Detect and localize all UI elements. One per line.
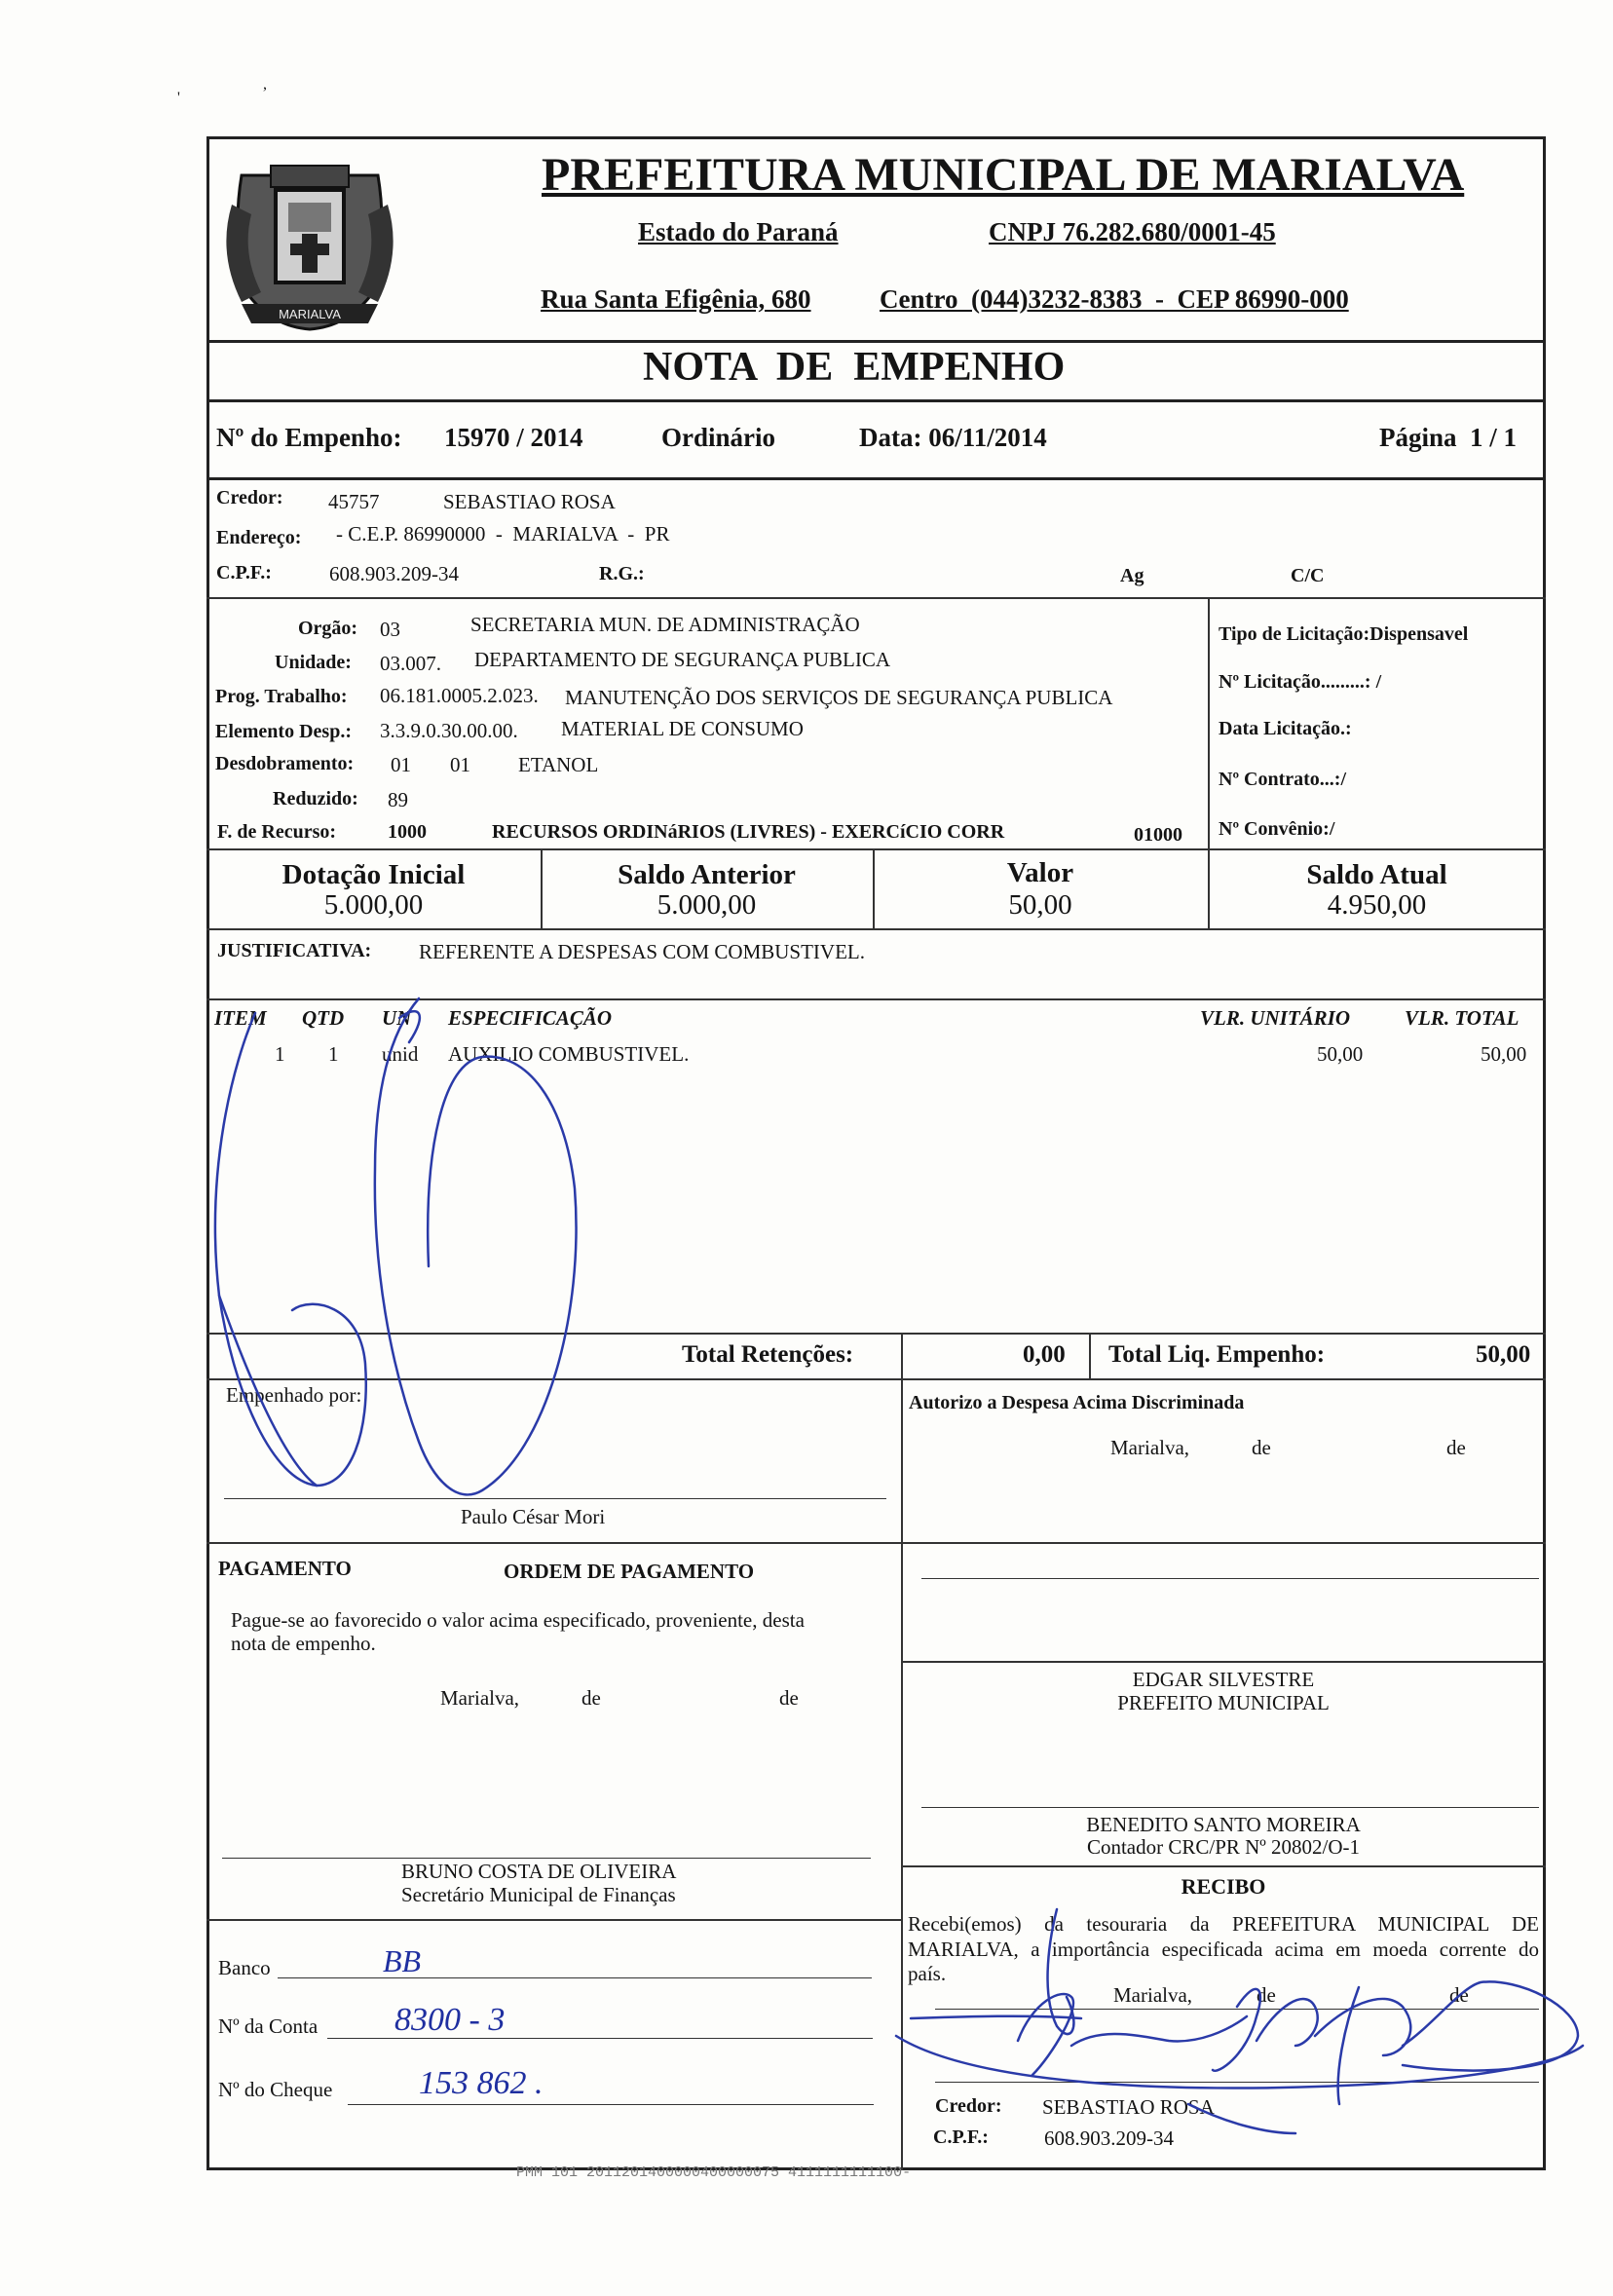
col-especificacao: ESPECIFICAÇÃO	[448, 1006, 613, 1030]
secretario-name: BRUNO COSTA DE OLIVEIRA	[401, 1860, 677, 1883]
desdobramento-a: 01	[391, 753, 411, 776]
desdobramento: ETANOL	[518, 753, 599, 776]
unidade-label: Unidade:	[275, 652, 352, 673]
elemento: MATERIAL DE CONSUMO	[561, 717, 804, 740]
empenho-date: Data: 06/11/2014	[859, 423, 1047, 452]
recibo-cpf: 608.903.209-34	[1044, 2127, 1174, 2150]
reduzido-label: Reduzido:	[273, 788, 358, 809]
tipo-licitacao: Tipo de Licitação:Dispensavel	[1219, 623, 1469, 645]
retencoes-label: Total Retenções:	[682, 1341, 854, 1368]
prog-label: Prog. Trabalho:	[215, 686, 348, 707]
dotacao-label: Dotação Inicial	[281, 859, 466, 890]
svg-text:MARIALVA: MARIALVA	[279, 307, 341, 321]
empenho-type: Ordinário	[661, 423, 776, 452]
desdobramento-b: 01	[450, 753, 470, 776]
recibo-de1: de	[1257, 1983, 1276, 2007]
autorizo-label: Autorizo a Despesa Acima Discriminada	[909, 1392, 1245, 1413]
recibo-cpf-label: C.P.F.:	[933, 2127, 989, 2148]
valor-label: Valor	[1006, 857, 1074, 888]
scan-mark: '	[177, 90, 180, 106]
num-convenio: Nº Convênio:/	[1219, 818, 1335, 840]
empenho-number-label: Nº do Empenho:	[216, 423, 402, 452]
pagamento-de1: de	[581, 1686, 601, 1710]
num-licitacao: Nº Licitação.........: /	[1219, 671, 1382, 693]
reduzido: 89	[388, 788, 408, 811]
orgao-label: Orgão:	[298, 618, 358, 639]
dotacao-value: 5.000,00	[323, 889, 424, 921]
total-liq-label: Total Liq. Empenho:	[1108, 1341, 1326, 1368]
elemento-label: Elemento Desp.:	[215, 721, 352, 742]
fonte-code: 1000	[388, 821, 427, 843]
recibo-title: RECIBO	[1181, 1874, 1266, 1899]
secretario-title: Secretário Municipal de Finanças	[401, 1883, 676, 1906]
orgao-code: 03	[380, 618, 400, 641]
saldo-anterior-label: Saldo Anterior	[618, 859, 796, 890]
pagamento-label: PAGAMENTO	[218, 1557, 352, 1580]
fonte-code2: 01000	[1134, 824, 1182, 846]
num-contrato: Nº Contrato...:/	[1219, 769, 1347, 790]
autorizo-de1: de	[1252, 1436, 1271, 1459]
state-name: Estado do Paraná	[638, 217, 839, 246]
item-total: 50,00	[1481, 1042, 1527, 1066]
endereco: - C.E.P. 86990000 - MARIALVA - PR	[336, 522, 670, 546]
col-item: ITEM	[214, 1006, 267, 1030]
cpf-label: C.P.F.:	[216, 562, 272, 583]
endereco-label: Endereço:	[216, 527, 302, 548]
data-licitacao: Data Licitação.:	[1219, 718, 1352, 739]
credor-name: SEBASTIAO ROSA	[443, 490, 616, 513]
conta-value: 8300 - 3	[394, 2002, 506, 2038]
retencoes-value: 0,00	[1023, 1341, 1066, 1368]
total-liq-value: 50,00	[1476, 1341, 1531, 1368]
saldo-atual-label: Saldo Atual	[1306, 859, 1447, 890]
unidade: DEPARTAMENTO DE SEGURANÇA PUBLICA	[474, 648, 891, 671]
item-especificacao: AUXILIO COMBUSTIVEL.	[448, 1042, 690, 1066]
saldo-atual-value: 4.950,00	[1327, 889, 1427, 921]
orgao: SECRETARIA MUN. DE ADMINISTRAÇÃO	[470, 613, 860, 636]
item-un: unid	[382, 1042, 419, 1066]
recibo-line-1: Recebi(emos) da tesouraria da PREFEITURA MUNICIPAL DE	[908, 1912, 1539, 1936]
autorizo-place: Marialva,	[1110, 1436, 1190, 1459]
doc-title: NOTA DE EMPENHO	[643, 345, 1066, 390]
elemento-code: 3.3.9.0.30.00.00.	[380, 719, 518, 742]
cpf: 608.903.209-34	[329, 562, 459, 585]
contador-name: BENEDITO SANTO MOREIRA	[1086, 1813, 1361, 1836]
address: Rua Santa Efigênia, 680	[541, 284, 811, 314]
valor-value: 50,00	[1008, 889, 1072, 921]
recibo-line-3: país.	[908, 1962, 947, 1985]
col-unitario: VLR. UNITÁRIO	[1200, 1006, 1351, 1030]
prog: MANUTENÇÃO DOS SERVIÇOS DE SEGURANÇA PUBLICA	[565, 686, 1113, 709]
banco-label: Banco	[218, 1956, 271, 1979]
prefeito-name: EDGAR SILVESTRE	[1132, 1668, 1315, 1691]
contact-info: Centro (044)3232-8383 - CEP 86990-000	[880, 284, 1349, 314]
desdobramento-label: Desdobramento:	[215, 753, 355, 774]
empenhado-label: Empenhado por:	[226, 1383, 362, 1407]
conta-label: Nº da Conta	[218, 2014, 319, 2038]
org-title: PREFEITURA MUNICIPAL DE MARIALVA	[542, 149, 1465, 201]
contador-title: Contador CRC/PR Nº 20802/O-1	[1086, 1835, 1361, 1859]
cheque-label: Nº do Cheque	[218, 2078, 333, 2101]
col-un: UN	[382, 1006, 412, 1030]
recibo-de2: de	[1449, 1983, 1469, 2007]
prefeito-title: PREFEITO MUNICIPAL	[1117, 1691, 1330, 1714]
cheque-value: 153 862 .	[419, 2065, 544, 2101]
item-unitario: 50,00	[1317, 1042, 1364, 1066]
empenhado-name: Paulo César Mori	[461, 1505, 606, 1528]
rg-label: R.G.:	[599, 563, 645, 584]
prog-code: 06.181.0005.2.023.	[380, 684, 539, 707]
cc-label: C/C	[1291, 565, 1325, 586]
justificativa-text: REFERENTE A DESPESAS COM COMBUSTIVEL.	[419, 940, 865, 963]
col-total: VLR. TOTAL	[1405, 1006, 1519, 1030]
ordem-pagamento: ORDEM DE PAGAMENTO	[504, 1560, 755, 1583]
recibo-place: Marialva,	[1113, 1983, 1193, 2007]
pagamento-text-2: nota de empenho.	[231, 1632, 376, 1655]
unidade-code: 03.007.	[380, 652, 441, 675]
ag-label: Ag	[1120, 565, 1144, 586]
municipal-seal	[212, 146, 407, 341]
pagamento-place: Marialva,	[440, 1686, 520, 1710]
col-qtd: QTD	[302, 1006, 345, 1030]
recibo-line-2: MARIALVA, a importância especificada acima em moeda corrente do	[908, 1938, 1539, 1961]
empenho-number: 15970 / 2014	[444, 423, 583, 452]
recibo-credor: SEBASTIAO ROSA	[1042, 2095, 1215, 2119]
credor-code: 45757	[328, 490, 380, 513]
fonte-label: F. de Recurso:	[217, 821, 337, 843]
fonte: RECURSOS ORDINáRIOS (LIVRES) - EXERCíCIO CORR	[492, 821, 1005, 843]
scan-mark: ,	[263, 76, 267, 93]
pagamento-text-1: Pague-se ao favorecido o valor acima especificado, proveniente, desta	[231, 1608, 805, 1632]
justificativa-label: JUSTIFICATIVA:	[217, 940, 372, 961]
credor-label: Credor:	[216, 487, 283, 508]
pagamento-de2: de	[779, 1686, 799, 1710]
footer-stamp: PMM 101 2011201400000400000075 4111111111100-	[516, 2164, 912, 2181]
autorizo-de2: de	[1446, 1436, 1466, 1459]
page-number: Página 1 / 1	[1379, 423, 1518, 452]
saldo-anterior-value: 5.000,00	[656, 889, 757, 921]
item-qtd: 1	[328, 1042, 339, 1066]
recibo-credor-label: Credor:	[935, 2095, 1002, 2117]
banco-value: BB	[383, 1943, 422, 1978]
cnpj: CNPJ 76.282.680/0001-45	[989, 217, 1276, 246]
item-number: 1	[275, 1042, 285, 1066]
